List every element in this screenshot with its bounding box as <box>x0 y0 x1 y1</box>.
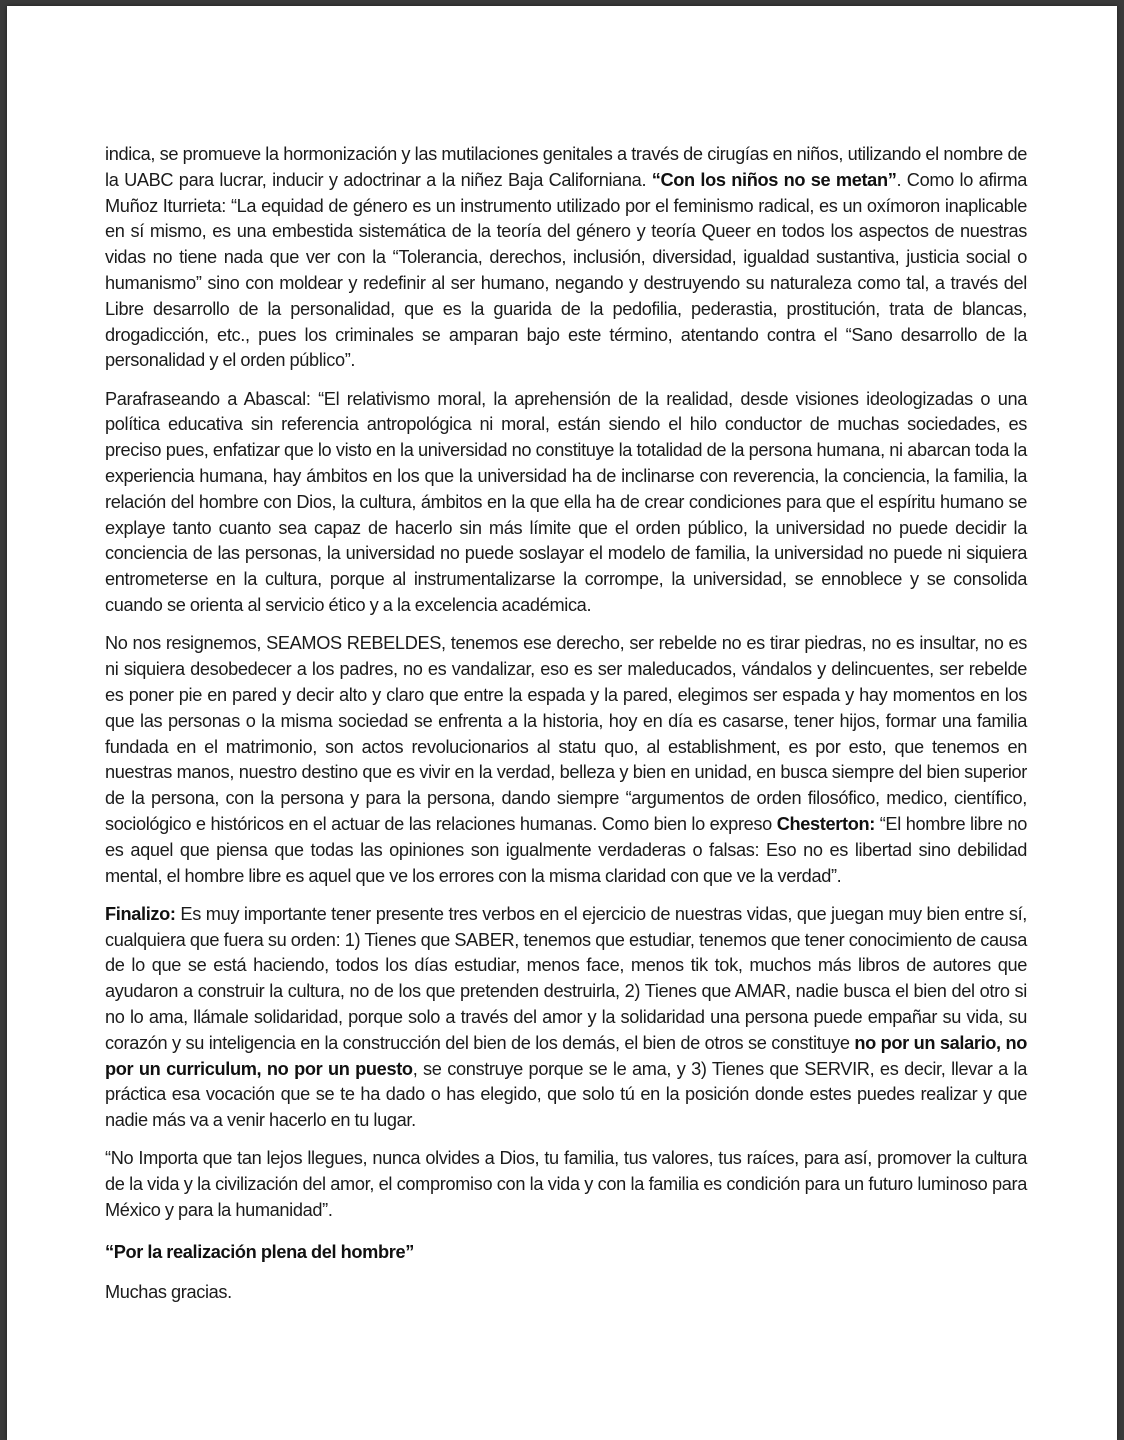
paragraph-5: “No Importa que tan lejos llegues, nunca olvides a Dios, tu familia, tus valores, tus raíces, para así, promover la cultura de la vida y la civilización del amor, el compromiso con la vida y con la familia es condición para un futuro luminoso para México y para la humanidad”. <box>105 1148 1027 1221</box>
paragraph-1-bold-quote: “Con los niños no se metan” <box>651 169 897 190</box>
document-body <box>105 142 1027 1318</box>
paragraph-4-text-a: Es muy importante tener presente tres verbos en el ejercicio de nuestras vidas, que juegan muy bien entre sí, cualquiera que fuera su orden: 1) Tienes que SABER, tenemos que estudiar, tenemos que tener conocimiento de causa de lo que se está haciendo, todos los días estudiar, menos face, menos tik tok, muchos más libros de autores que ayudaron a construir la cultura, no de los que pretenden destruirla, 2) Tienes que AMAR, nadie busca el bien del otro si no lo ama, llámale solidaridad, porque solo a través del amor y la solidaridad una persona puede empañar su vida, su corazón y su inteligencia en la construcción del bien de los demás, el bien de otros se constituye <box>105 903 1027 1053</box>
paragraph-2: Parafraseando a Abascal: “El relativismo moral, la aprehensión de la realidad, desde visiones ideologizadas o una política educativa sin referencia antropológica ni moral, están siendo el hilo conductor de muchas sociedades, es preciso pues, enfatizar que lo visto en la universidad no constituye la totalidad de la persona humana, ni abarcan toda la experiencia humana, hay ámbitos en los que la universidad ha de inclinarse con reverencia, la conciencia, la familia, la relación del hombre con Dios, la cultura, ámbitos en la que ella ha de crear condiciones para que el espíritu humano se explaye tanto cuanto sea capaz de hacerlo sin más límite que el orden público, la universidad no puede decidir la conciencia de las personas, la universidad no puede soslayar el modelo de familia, la universidad no puede ni siquiera entrometerse en la cultura, porque al instrumentalizarse la corrompe, la universidad, se ennoblece y se consolida cuando se orienta al servicio ético y a la excelencia académica. <box>105 388 1027 616</box>
paragraph-3-bold-name: Chesterton: <box>776 813 875 834</box>
paragraph-4-bold-phrase: no por un salario, no por un curriculum, no por un puesto <box>105 1032 1027 1079</box>
paragraph-4 <box>105 902 1027 1134</box>
paragraph-3-text-a: No nos resignemos, SEAMOS REBELDES, tenemos ese derecho, ser rebelde no es tirar piedras, no es insultar, no es ni siquiera desobedecer a los padres, no es vandalizar, eso es ser maleducados, vándalos y delincuentes, ser rebelde es poner pie en pared y decir alto y claro que entre la espada y la pared, elegimos ser espada y hay momentos en los que las personas o la misma sociedad se enfrenta a la historia, hoy en día es casarse, tener hijos, formar una familia fundada en el matrimonio, son actos revolucionarios al statu quo, al establishment, es por esto, que tenemos en nuestras manos, nuestro destino que es vivir en la verdad, belleza y bien en unidad, en busca siempre del bien superior de la persona, con la persona y para la persona, dando siempre “argumentos de orden filosófico, medico, científico, sociológico e históricos en el actuar de las relaciones humanas. Como bien lo expreso <box>105 633 1027 834</box>
paragraph-4-text-b: , se construye porque se le ama, y 3) Tienes que SERVIR, es decir, llevar a la práctica esa vocación que se te ha dado o has elegido, que solo tú en la posición donde estes puedes realizar y que nadie más va a venir hacerlo en tu lugar. <box>105 1058 1028 1131</box>
closing-motto-text: “Por la realización plena del hombre” <box>105 1241 414 1262</box>
paragraph-4-bold-lead: Finalizo: <box>105 903 176 924</box>
paragraph-3 <box>105 631 1027 889</box>
paragraph-3-text-b: “El hombre libre no es aquel que piensa que todas las opiniones son igualmente verdaderas o falsas: Eso no es libertad sino debilidad mental, el hombre libre es aquel que ve los errores con la misma claridad con que ve la verdad”. <box>105 813 1027 886</box>
closing-motto <box>105 1240 1027 1266</box>
thanks-line: Muchas gracias. <box>105 1281 232 1302</box>
paragraph-1-text-b: . Como lo afirma Muñoz Iturrieta: “La equidad de género es un instrumento utilizado por el feminismo radical, es un oxímoron inaplicable en sí mismo, es una embestida sistemática de la teoría del género y teoría Queer en todos los aspectos de nuestras vidas no tiene nada que ver con la “Tolerancia, derechos, inclusión, diversidad, igualdad sustantiva, justicia social o humanismo” sino con moldear y redefinir al ser humano, negando y destruyendo su naturaleza como tal, a través del Libre desarrollo de la personalidad, que es la guarida de la pedofilia, pederastia, prostitución, trata de blancas, drogadicción, etc., pues los criminales se amparan bajo este término, atentando contra el “Sano desarrollo de la personalidad y el orden público”. <box>105 169 1028 371</box>
paragraph-1 <box>105 142 1027 374</box>
paragraph-1-text-a: indica, se promueve la hormonización y las mutilaciones genitales a través de cirugías en niños, utilizando el nombre de la UABC para lucrar, inducir y adoctrinar a la niñez Baja Californiana. <box>105 144 1027 190</box>
document-page <box>7 6 1117 1440</box>
